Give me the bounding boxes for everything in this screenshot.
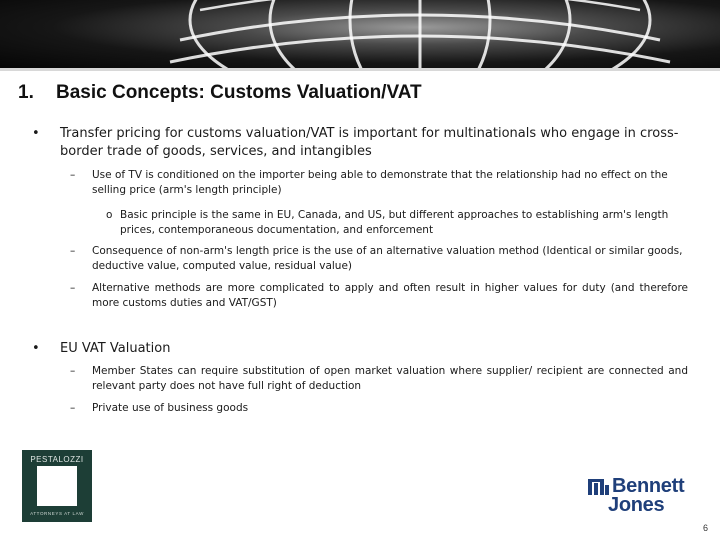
- pestalozzi-name: PESTALOZZI: [30, 455, 84, 464]
- dash-marker: –: [70, 365, 76, 377]
- sub-bullet-member-states: [70, 364, 688, 394]
- sub-bullet-private-use: [70, 401, 688, 416]
- pestalozzi-logo: [22, 450, 92, 522]
- header-rule: [0, 68, 720, 71]
- page-number: 6: [702, 523, 708, 533]
- circle-marker: o: [106, 209, 113, 221]
- header-banner: [0, 0, 720, 68]
- sub-bullet-tv-condition: [70, 168, 688, 198]
- logo-square: [37, 466, 77, 506]
- sub-bullet-text: Private use of business goods: [92, 402, 249, 414]
- section-number: 1.: [18, 82, 34, 103]
- bullet-transfer-pricing: [32, 125, 688, 161]
- dash-marker: –: [70, 169, 76, 181]
- sub-bullet-text: Consequence of non-arm's length price is the use of an alternative valuation method (Identical or similar goods, deductive value, computed value, residual value): [92, 245, 683, 272]
- pestalozzi-tagline: ATTORNEYS AT LAW: [30, 511, 84, 516]
- dash-marker: –: [70, 282, 76, 294]
- bennett-jones-mark-icon: [588, 479, 610, 495]
- sub-sub-bullet-text: Basic principle is the same in EU, Canada, and US, but different approaches to establishing arm's length prices, contemporaneous documentation, and enforcement: [120, 209, 669, 236]
- jones-word: Jones: [608, 494, 665, 516]
- sub-bullet-consequence: [70, 244, 688, 274]
- sub-bullet-alternative-methods: [70, 281, 688, 311]
- globe-graphic: [0, 0, 720, 68]
- sub-bullet-text: Use of TV is conditioned on the importer being able to demonstrate that the relationship had no effect on the selling price (arm's length principle): [92, 169, 668, 196]
- bullet-text: EU VAT Valuation: [60, 341, 171, 356]
- sub-bullet-text: Member States can require substitution of open market valuation where supplier/ recipient are connected and relevant party does not have full right of deduction: [92, 365, 688, 392]
- dash-marker: –: [70, 245, 76, 257]
- dash-marker: –: [70, 402, 76, 414]
- bullet-marker: •: [32, 126, 40, 141]
- title-text: Basic Concepts: Customs Valuation/VAT: [56, 82, 422, 103]
- sub-sub-bullet-basic-principle: [106, 208, 688, 237]
- sub-bullet-text: Alternative methods are more complicated to apply and often result in higher values for duty (and therefore more customs duties and VAT/GST): [92, 282, 688, 309]
- slide-title: [18, 82, 422, 104]
- bullet-text: Transfer pricing for customs valuation/VAT is important for multinationals who engage in cross-border trade of goods, services, and intangibles: [60, 126, 679, 159]
- bullet-eu-vat: [32, 340, 688, 358]
- bennett-word: Bennett: [612, 475, 685, 497]
- bullet-marker: •: [32, 341, 40, 356]
- bennett-jones-logo: [588, 476, 712, 518]
